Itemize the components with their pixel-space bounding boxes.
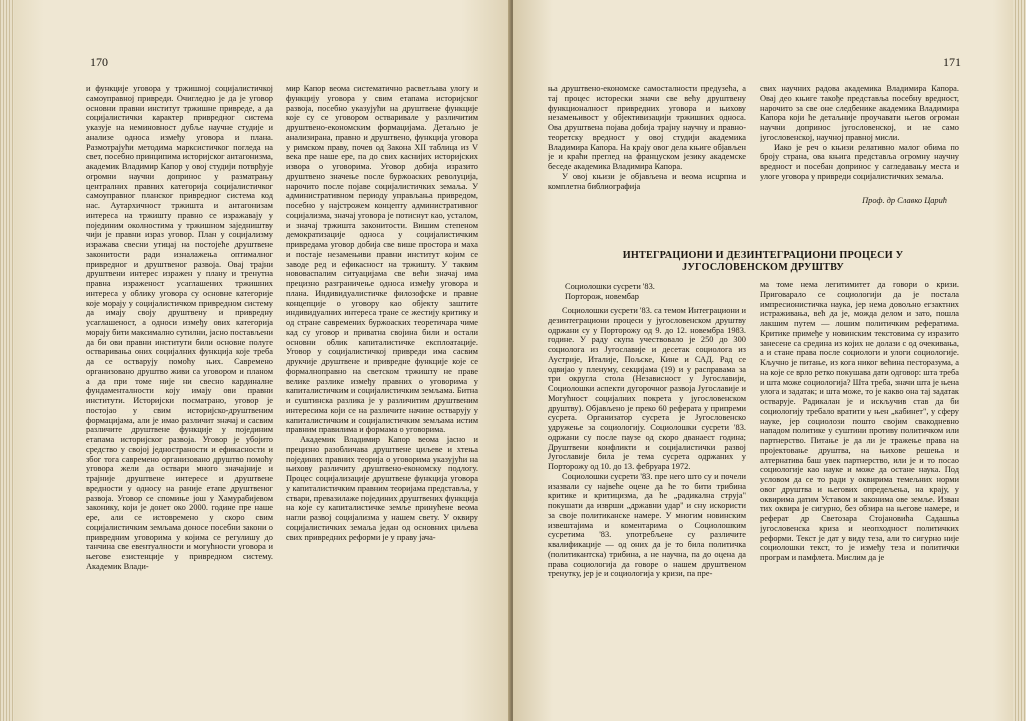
meta-place: Порторож, новембар bbox=[565, 292, 639, 301]
text-column-2 bbox=[760, 84, 959, 264]
right-page bbox=[513, 0, 1013, 721]
paragraph: Социолошки сусрети '83. пре него што су и почели изазвали су највеће оцене да ће то бити трибина критике и критицизма, да ће „радикална струја" покушати да изврши „државни удар" и сну искористи за своје политиканске намере. У многим новинским извештајима и коментарима о Социолошким сусретима '83. употребљене су различите квалификације — од оних да је то била политичка (политикантска) трибина, а не научна, па до оцена да права социологија да говоре о нашем друштвеном тренутку, јер је и социологија у кризи, па пре- bbox=[548, 471, 746, 579]
paragraph: У овој књизи је објављена и веома исцрпна и комплетна библиографија bbox=[548, 171, 746, 191]
paragraph: свих научних радова академика Владимира Капора. Овај део књиге такође представља посебну вредност, нарочито за све оне следбенике академика Владимира Капора који ће детаљније проучавати његов огроман научни допринос југословенској, и не само југословенској, научној правној мисли. bbox=[760, 84, 959, 142]
paragraph: ња друштвено-економске самосталности предузећа, а тај процес исторески значи све већу друштвену функционалност привредних уговора и њихову незамењивост у објективизацији тржишних односа. Ова друштвена појава добија трајну научну и правно-теоретску вредност у овој студији академика Владимира Капора. На крају овог дела књиге објављен је и краћи преглед на француском језику академске беседе академика Владимира Капора. bbox=[548, 84, 746, 171]
page-number: 171 bbox=[943, 55, 961, 69]
paragraph: Социолошки сусрети '83. са темом Интеграциони и дезинтеграциони процеси у југословенском друштву одржани су у Порторожу од 9. до 12. новембра 1983. године. У раду скупа учествовало је 250 до 300 социолога из Југославије и десетак социолога из Аустрије, Италије, Пољске, Кине и САД. Рад се одвијао у пленуму, секцијама (19) и у расправама за три округла стола (Независност у Југославији, Социолошки аспекти дугорочног развоја Југославије и Могућност социјалних покрета у југословенском друштву). Објављено је преко 60 реферата у припреми сусрета. Организатор сусрета је Југословенско удружење за социологију. Социолошки сусрети '83. одржани су после паузе од скоро дванаест година; Друштвени конфликти и социјалистички развој Југославије била је тема сусрета одржаних у Порторожу од 10. до 13. фебруара 1972. bbox=[548, 306, 746, 471]
review-signature: Проф. др Славко Царић bbox=[862, 195, 947, 205]
text-column-4 bbox=[760, 280, 959, 718]
paragraph: и функције уговора у тржишној социјалистичкој самоуправној привреди. Очигледно је да је уговор основни правни институт тржишне привреде, а да социјалистички карактер привредног система указује на неминовност дубље научне студије и анализе односа између уговора и плана. Размотрајући методима марксистичког погледа на свет, посебно принципима историјског антагонизма, академик Владимир Капор у овој студији потврђује огромни научни допринос у разматрању централних правних категорија социјалистичког самоуправног планског привредног система код нас. Аутархичност тржишта и антагонизам интереса на тржишту правно се изражавају у појединим околностима у тржишном заједништву чији је правни израз уговор. План у социјализму изражава свесни утицај на постојеће друштвене законитости ради изналажења оптималног привредног и друштвеног развоја. Овај трајни друштвени интерес изражен у плану и тренутна правна израженост усаглашених тржишних интереса у облику уговора су основне категорије које морају у социјалистичком привредном систему да имају своју друштвену и привредну усаглашеност, а односи између ових категорија морају бити максимално сутилни, јасно постављени да би ови правни институти били основне полуге остваривања оних социјалних функција које треба да се остварују помоћу њих. Савремено организовано друштво живи са уговором и планом а да при томе није ни свесно кардиналне фундаменталности коју имају ови правни институти. Историјски посматрано, уговор је постојао у свим историјско-друштвеним формацијама, али је имао различит значај и сасвим различите друштвене функције у појединим етапама историјског развоја. Уговор је убојито средство у својој једностраности и ефикасности и због тога савремено организовано друштво помоћу уговора жели да оствари много значајније и трајније друштвене интересе и друштвене вредности у односу на раније етапе друштвеног развоја. Уговор се спомиње још у Хамурабијевом законику, који је донет око 2000. године пре наше ере, али се истовремено у скоро свим социјалистичким земљама доносе посебни закони о привредним уговорима у којима се регулишу до танчина све евентуалности и могућности уговора и његове езистенције у привредном систему. Академик Влади- bbox=[86, 84, 273, 571]
text-column-2 bbox=[286, 84, 478, 714]
text-column-1 bbox=[548, 84, 746, 264]
article-meta bbox=[565, 282, 735, 302]
paragraph: мир Капор веома систематично расветљава улогу и функцију уговора у свим етапама историјског развоја, посебно указујући на друштвене функције које су се уговором остваривале у различитим друштвено-економским формацијама. Детаљно је анализирана, правно и друштвено, функција уговора у римском праву, почев од Закона XII таблица из V века пре наше ере, па до свих каснијих историјских извора о уговорима. Уговор добија изразито друштвено значење после буржоаских револуција, нарочито после појаве социјалистичких земаља. У административном периоду управљања привредом, посебно у најстрожем концепту административног социјализма, значај уговора је потиснут као, усталом, и значај тржишта законитости. Вишим степеном демократизације односа у социјалистичким привредама уговор добија све више простора и маха и постаје незамењиви правни институт којим се заводе ред и ефикасност на тржишту. У таквим нововаспалим ситуацијама све већи значај има прецизно разграничење односа између уговора и плана. Индивидуалистичке филозофске и правне концепције о уговору као објекту заштите индивидуалних интереса тране се жестију критику и од стране савремених буржоаских теоретичара чиме кад су уговор и приватна својина били и остали основни облик капиталистичке експлоатације. Уговор у социјалистичкој привреди има сасвим друкчије друштвене и привредне функције које се формалноправно на светском тржишту не праве велике разлике између правних о уговорима у капиталистичким и социјалистичким земљама. Битна и суштинска разлика је у различитим друштвеним интересима који се на различите начине остварују у капиталистичким и социјалистичким земљама истим правним правилима и формама о уговорима. bbox=[286, 84, 478, 435]
page-edges-right bbox=[1013, 0, 1026, 721]
paragraph: Иако је реч о књизи релативно малог обима по броју страна, ова књига представља огромну научну вредност и посебан допринос у сагледавању места и улоге уговора у привреди социјалистичких земаља. bbox=[760, 142, 959, 181]
page-number: 170 bbox=[90, 55, 108, 69]
meta-event: Социолошки сусрети '83. bbox=[565, 282, 655, 291]
page-edges-left bbox=[0, 0, 14, 721]
text-column-1 bbox=[86, 84, 273, 714]
article-heading: ИНТЕГРАЦИОНИ И ДЕЗИНТЕГРАЦИОНИ ПРОЦЕСИ У ЈУГОСЛОВЕНСКОМ ДРУШТВУ bbox=[622, 250, 904, 273]
paragraph: ма томе нема легитимитет да говори о кризи. Приговарало се социологији да је постала импресионистичка наука, јер нема довољно егзактних истраживања, већ да је, можда делом и зато, пошла лакшим путем — лошим политичким рефератима. Критике примеђе у новинским текстовима су изразито занесене са средина из којих не долази с од очекивања, а и стане права после социологи и улоги социологије. Кључно је питање, из кога никог већина песторазума, а на које се врло ретко покушава дати одговор: шта треба и шта може социологија? Шта треба, значи шта је њена улога и задатак; и шта може, то је какво она тај задатак остварује. Радикалан је и искључив став да би социологију требало вратити у њен „кабинет", у сферу науке, јер социолози пошто својим свакодневно нападом политике у суштини противу политичком или партнерство. Питање је да ли је тражење права на пројектовање друштва, на њихове решења и алтернатива баш увек партнерство, или је и то посао социологије као науке и може да остане наука. Под условом да се то ради у оквирима темељних норми овог друштва и његових опредељења, на крају, у оквирима датим Уставом и законима ове земље. Изван тих оквира је сигурно, без обзира на његове намере, и реферат др Светозара Стојановића Садашња југословенска криза и неопходност политичких реформи. Текст је дат у виду теза, али то сигурно није социолошки текст, то је између теза и политички програм и памфлета. Мислим да је bbox=[760, 280, 959, 562]
left-page bbox=[14, 0, 511, 721]
paragraph: Академик Владимир Капор веома јасно и прецизно разобличава друштвене циљеве и хтења појединих правних теорија о уговорима указујући на њихову различиту друштвено-економску подлогу. Процес социјализације друштвене функција уговора у капиталистичким правним теоријама представља, у ствари, превазилаже појединих друштвених функција на које су капиталистичке земље принућене веома нагли развој социјализма у нашем свету. У оквиру социјалистичких земаља један од основних циљева свих привредних реформи је у праву јача- bbox=[286, 435, 478, 542]
text-column-3 bbox=[548, 306, 746, 718]
